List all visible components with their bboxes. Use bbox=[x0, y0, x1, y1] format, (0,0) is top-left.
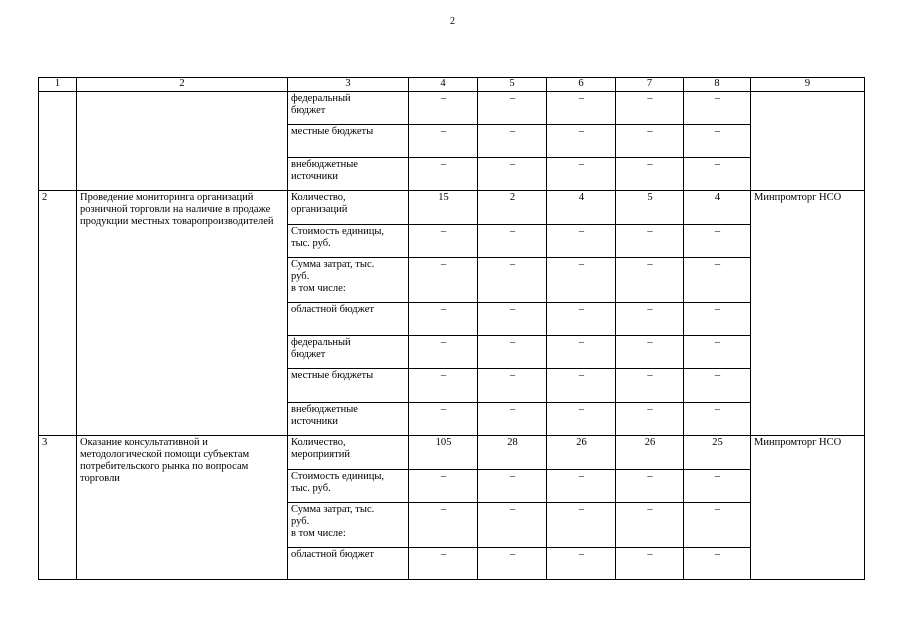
value-cell: – bbox=[616, 470, 684, 503]
value-cell: – bbox=[478, 92, 547, 125]
value-cell: – bbox=[684, 369, 751, 403]
table-body bbox=[39, 78, 865, 580]
value-cell: 4 bbox=[547, 191, 616, 225]
value-cell: – bbox=[409, 125, 478, 158]
value-cell: – bbox=[409, 470, 478, 503]
value-cell: – bbox=[409, 225, 478, 258]
value-cell: – bbox=[616, 548, 684, 580]
value-cell: – bbox=[478, 403, 547, 436]
indicator-cell: областной бюджет bbox=[288, 548, 409, 580]
column-number: 9 bbox=[751, 78, 865, 92]
value-cell: – bbox=[547, 470, 616, 503]
value-cell: – bbox=[616, 503, 684, 548]
value-cell: 25 bbox=[684, 436, 751, 470]
value-cell: – bbox=[547, 158, 616, 191]
value-cell: – bbox=[409, 303, 478, 336]
value-cell: 28 bbox=[478, 436, 547, 470]
value-cell: 105 bbox=[409, 436, 478, 470]
value-cell: – bbox=[478, 548, 547, 580]
value-cell: – bbox=[409, 548, 478, 580]
value-cell: – bbox=[684, 503, 751, 548]
value-cell: – bbox=[684, 548, 751, 580]
value-cell: – bbox=[684, 258, 751, 303]
value-cell: – bbox=[478, 258, 547, 303]
executor-cell: Минпромторг НСО bbox=[751, 436, 865, 580]
indicator-cell: Количество, мероприятий bbox=[288, 436, 409, 470]
column-number: 3 bbox=[288, 78, 409, 92]
value-cell: – bbox=[478, 336, 547, 369]
value-cell: – bbox=[616, 369, 684, 403]
value-cell: – bbox=[684, 470, 751, 503]
column-number-row bbox=[39, 78, 865, 92]
value-cell: – bbox=[409, 336, 478, 369]
value-cell: – bbox=[684, 125, 751, 158]
value-cell: – bbox=[684, 225, 751, 258]
executor-cell: Минпромторг НСО bbox=[751, 191, 865, 436]
value-cell: – bbox=[478, 225, 547, 258]
value-cell: – bbox=[547, 225, 616, 258]
column-number: 5 bbox=[478, 78, 547, 92]
value-cell: – bbox=[547, 125, 616, 158]
column-number: 8 bbox=[684, 78, 751, 92]
column-number: 1 bbox=[39, 78, 77, 92]
column-number: 2 bbox=[77, 78, 288, 92]
column-number: 4 bbox=[409, 78, 478, 92]
value-cell: – bbox=[616, 92, 684, 125]
number-cell bbox=[39, 92, 77, 191]
value-cell: – bbox=[547, 336, 616, 369]
activity-cell: Оказание консультативной и методологической помощи субъектам потребительского рынка по вопросам торговли bbox=[77, 436, 288, 580]
value-cell: – bbox=[616, 225, 684, 258]
column-number: 7 bbox=[616, 78, 684, 92]
value-cell: 4 bbox=[684, 191, 751, 225]
value-cell: – bbox=[547, 403, 616, 436]
program-table bbox=[38, 77, 865, 580]
value-cell: – bbox=[684, 303, 751, 336]
indicator-cell: местные бюджеты bbox=[288, 369, 409, 403]
value-cell: – bbox=[616, 258, 684, 303]
value-cell: – bbox=[616, 403, 684, 436]
indicator-cell: федеральный бюджет bbox=[288, 92, 409, 125]
value-cell: – bbox=[409, 369, 478, 403]
value-cell: – bbox=[684, 403, 751, 436]
indicator-cell: местные бюджеты bbox=[288, 125, 409, 158]
item-number-cell: 3 bbox=[39, 436, 77, 580]
value-cell: – bbox=[409, 92, 478, 125]
value-cell: – bbox=[409, 258, 478, 303]
value-cell: 5 bbox=[616, 191, 684, 225]
indicator-cell: Количество, организаций bbox=[288, 191, 409, 225]
table-row bbox=[39, 92, 865, 125]
value-cell: – bbox=[409, 403, 478, 436]
value-cell: – bbox=[684, 336, 751, 369]
value-cell: – bbox=[547, 548, 616, 580]
value-cell: – bbox=[478, 125, 547, 158]
value-cell: 26 bbox=[616, 436, 684, 470]
value-cell: – bbox=[547, 369, 616, 403]
column-number: 6 bbox=[547, 78, 616, 92]
activity-cell bbox=[77, 92, 288, 191]
value-cell: – bbox=[478, 303, 547, 336]
value-cell: – bbox=[547, 92, 616, 125]
value-cell: 15 bbox=[409, 191, 478, 225]
value-cell: – bbox=[547, 258, 616, 303]
executor-cell bbox=[751, 92, 865, 191]
indicator-cell: внебюджетные источники bbox=[288, 403, 409, 436]
indicator-cell: Сумма затрат, тыс. руб. в том числе: bbox=[288, 503, 409, 548]
activity-cell: Проведение мониторинга организаций розничной торговли на наличие в продаже продукции местных товаропроизводителей bbox=[77, 191, 288, 436]
value-cell: – bbox=[547, 303, 616, 336]
value-cell: – bbox=[616, 158, 684, 191]
value-cell: – bbox=[684, 92, 751, 125]
indicator-cell: Стоимость единицы, тыс. руб. bbox=[288, 225, 409, 258]
page-number: 2 bbox=[450, 16, 455, 27]
value-cell: 2 bbox=[478, 191, 547, 225]
table-row bbox=[39, 436, 865, 470]
value-cell: – bbox=[409, 158, 478, 191]
table-row bbox=[39, 191, 865, 225]
indicator-cell: федеральный бюджет bbox=[288, 336, 409, 369]
value-cell: – bbox=[616, 125, 684, 158]
value-cell: – bbox=[478, 158, 547, 191]
value-cell: – bbox=[616, 303, 684, 336]
value-cell: – bbox=[684, 158, 751, 191]
value-cell: – bbox=[547, 503, 616, 548]
value-cell: – bbox=[409, 503, 478, 548]
indicator-cell: областной бюджет bbox=[288, 303, 409, 336]
item-number-cell: 2 bbox=[39, 191, 77, 436]
value-cell: 26 bbox=[547, 436, 616, 470]
indicator-cell: внебюджетные источники bbox=[288, 158, 409, 191]
indicator-cell: Стоимость единицы, тыс. руб. bbox=[288, 470, 409, 503]
indicator-cell: Сумма затрат, тыс. руб. в том числе: bbox=[288, 258, 409, 303]
value-cell: – bbox=[478, 369, 547, 403]
value-cell: – bbox=[478, 470, 547, 503]
value-cell: – bbox=[616, 336, 684, 369]
value-cell: – bbox=[478, 503, 547, 548]
